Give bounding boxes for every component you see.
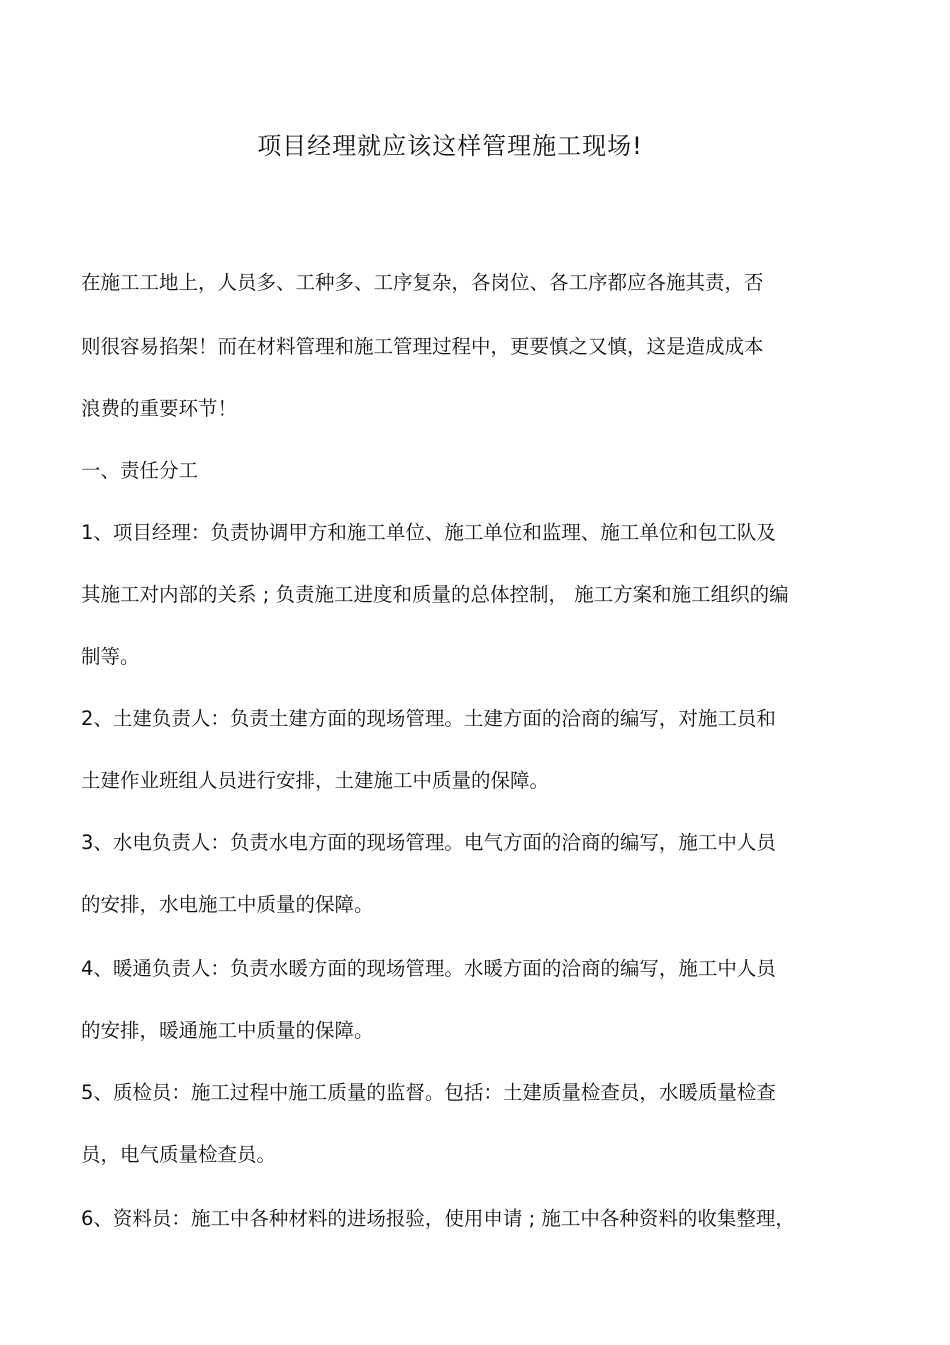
body-line: 1、项目经理：负责协调甲方和施工单位、施工单位和监理、施工单位和包工队及 xyxy=(81,521,776,544)
body-line: 制等。 xyxy=(81,645,140,668)
body-line: 在施工工地上，人员多、工种多、工序复杂，各岗位、各工序都应各施其责，否 xyxy=(81,271,764,294)
body-line: 2、土建负责人：负责土建方面的现场管理。土建方面的洽商的编写，对施工员和 xyxy=(81,707,776,730)
body-line: 则很容易掐架！而在材料管理和施工管理过程中，更要慎之又慎，这是造成成本 xyxy=(81,335,764,358)
document-title: 项目经理就应该这样管理施工现场! xyxy=(257,132,643,160)
body-line: 4、暖通负责人：负责水暖方面的现场管理。水暖方面的洽商的编写，施工中人员 xyxy=(81,957,776,980)
section-heading: 一、责任分工 xyxy=(81,459,199,482)
body-line: 其施工对内部的关系 ; 负责施工进度和质量的总体控制， 施工方案和施工组织的编 xyxy=(81,583,789,606)
body-line: 的安排，暖通施工中质量的保障。 xyxy=(81,1019,374,1042)
body-line: 3、水电负责人：负责水电方面的现场管理。电气方面的洽商的编写，施工中人员 xyxy=(81,831,776,854)
body-line: 员，电气质量检查员。 xyxy=(81,1143,277,1166)
body-line: 土建作业班组人员进行安排，土建施工中质量的保障。 xyxy=(81,769,550,792)
body-line: 6、资料员：施工中各种材料的进场报验，使用申请 ; 施工中各种资料的收集整理， xyxy=(81,1207,795,1230)
body-line: 5、质检员：施工过程中施工质量的监督。包括：土建质量检查员，水暖质量检查 xyxy=(81,1081,776,1104)
body-line: 的安排，水电施工中质量的保障。 xyxy=(81,893,374,916)
body-line: 浪费的重要环节！ xyxy=(81,397,238,420)
